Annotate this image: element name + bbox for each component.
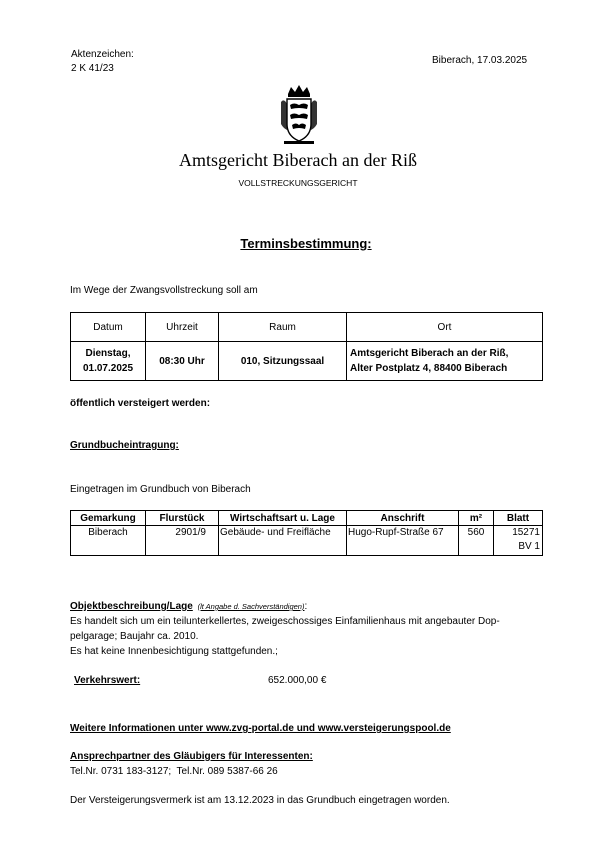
objekt-note: (lt Angabe d. Sachverständigen) <box>197 602 305 611</box>
objekt-description <box>70 614 550 659</box>
cell-anschrift: Hugo-Rupf-Straße 67 <box>347 526 459 556</box>
datum-line-1: Dienstag, <box>85 348 131 359</box>
cell-blatt <box>494 526 543 556</box>
document-title: Terminsbestimmung: <box>240 236 372 251</box>
col-header-datum: Datum <box>71 313 146 342</box>
verkehrswert-label: Verkehrswert: <box>74 675 141 686</box>
cell-raum: 010, Sitzungssaal <box>219 342 347 381</box>
grundbuch-header-row <box>71 511 543 526</box>
info-line: Weitere Informationen unter www.zvg-portal.de und www.versteigerungspool.de <box>70 723 451 734</box>
col-header-raum: Raum <box>219 313 347 342</box>
blatt-line-2: BV 1 <box>518 541 540 552</box>
auction-line: öffentlich versteigert werden: <box>70 398 211 409</box>
cell-m2: 560 <box>459 526 494 556</box>
objekt-heading: Objektbeschreibung/Lage <box>70 601 193 612</box>
objekt-colon: : <box>304 601 308 612</box>
ort-line-2: Alter Postplatz 4, 88400 Biberach <box>350 363 508 374</box>
contact-heading: Ansprechpartner des Gläubigers für Interessenten: <box>70 751 313 762</box>
place-date: Biberach, 17.03.2025 <box>432 55 528 66</box>
cell-gemarkung: Biberach <box>71 526 146 556</box>
objekt-heading-line <box>70 601 307 612</box>
ort-line-1: Amtsgericht Biberach an der Riß, <box>350 348 509 359</box>
datum-line-2: 01.07.2025 <box>82 363 134 374</box>
col-header-uhrzeit: Uhrzeit <box>146 313 219 342</box>
objekt-line-1: Es handelt sich um ein teilunterkellertes, zweigeschossiges Einfamilienhaus mit angebauter Dop- <box>70 616 500 627</box>
coat-of-arms-emblem <box>280 84 318 146</box>
cell-flurstueck: 2901/9 <box>146 526 219 556</box>
table-row <box>71 526 543 556</box>
col-header-wirtschaftsart: Wirtschaftsart u. Lage <box>219 511 347 526</box>
court-department: VOLLSTRECKUNGSGERICHT <box>238 178 358 188</box>
col-header-ort: Ort <box>347 313 543 342</box>
col-header-flurstueck: Flurstück <box>146 511 219 526</box>
footer-line: Der Versteigerungsvermerk ist am 13.12.2023 in das Grundbuch eingetragen worden. <box>70 795 450 806</box>
appointment-row <box>71 342 543 381</box>
verkehrswert-value: 652.000,00 € <box>268 675 327 686</box>
contact-phones: Tel.Nr. 0731 183-3127; Tel.Nr. 089 5387-66 26 <box>70 766 278 777</box>
col-header-blatt: Blatt <box>494 511 543 526</box>
objekt-line-2: pelgarage; Baujahr ca. 2010. <box>70 631 199 642</box>
cell-wirtschaftsart: Gebäude- und Freifläche <box>219 526 347 556</box>
col-header-m2: m² <box>459 511 494 526</box>
case-number-value: 2 K 41/23 <box>71 63 114 74</box>
cell-uhrzeit: 08:30 Uhr <box>146 342 219 381</box>
case-number-block <box>71 48 134 76</box>
cell-datum <box>71 342 146 381</box>
court-name: Amtsgericht Biberach an der Riß <box>179 150 417 170</box>
col-header-gemarkung: Gemarkung <box>71 511 146 526</box>
appointment-table <box>70 312 543 381</box>
case-number-label: Aktenzeichen: <box>71 49 134 60</box>
grundbuch-heading: Grundbucheintragung: <box>70 440 179 451</box>
grundbuch-table <box>70 510 543 556</box>
intro-text: Im Wege der Zwangsvollstreckung soll am <box>70 285 258 296</box>
cell-ort <box>347 342 543 381</box>
grundbuch-intro: Eingetragen im Grundbuch von Biberach <box>70 484 251 495</box>
col-header-anschrift: Anschrift <box>347 511 459 526</box>
objekt-line-3: Es hat keine Innenbesichtigung stattgefunden.; <box>70 646 278 657</box>
blatt-line-1: 15271 <box>512 527 540 538</box>
appointment-header-row <box>71 313 543 342</box>
